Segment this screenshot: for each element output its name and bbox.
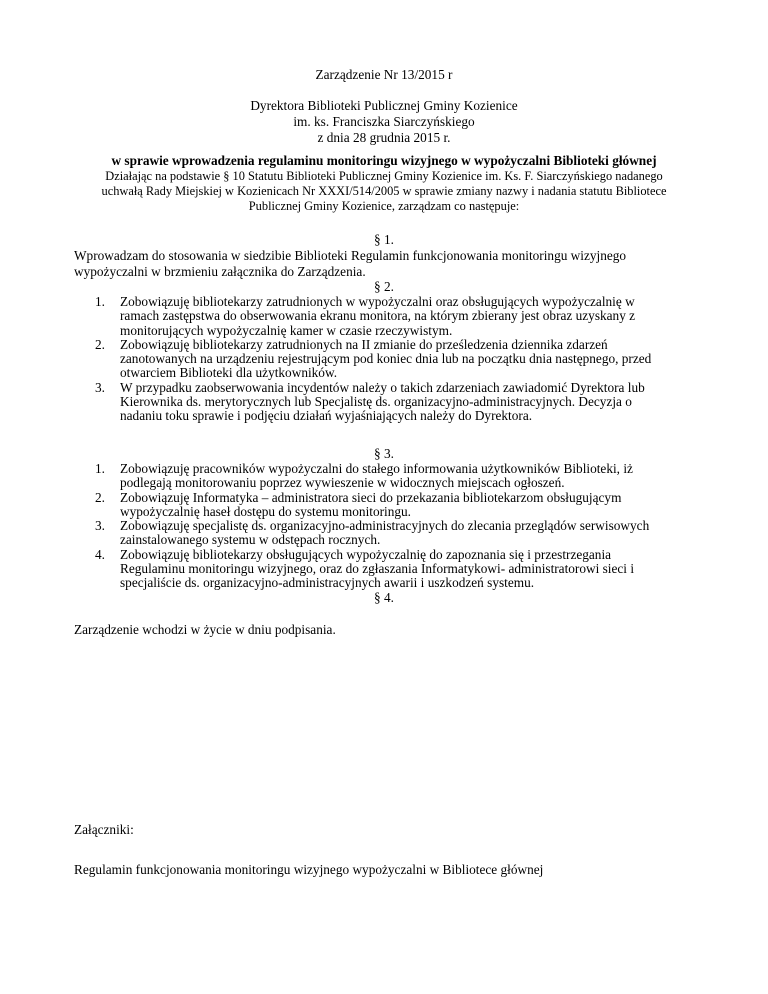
section-1-line-1: Wprowadzam do stosowania w siedzibie Biblioteki Regulamin funkcjonowania monitoringu wizyjnego (74, 248, 627, 263)
item-line: zainstalowanego systemu w odstępach rocznych. (120, 532, 381, 548)
item-line: Zobowiązuję specjalistę ds. organizacyjno-administracyjnych do zlecania przeglądów serwisowych (120, 518, 650, 534)
section-1-text (74, 248, 694, 280)
section-1-mark: § 1. (374, 232, 394, 247)
section-4-text: Zarządzenie wchodzi w życie w dniu podpisania. (74, 622, 336, 637)
attachment-item: Regulamin funkcjonowania monitoringu wizyjnego wypożyczalni w Bibliotece głównej (74, 862, 544, 877)
list-item (74, 548, 694, 591)
item-line: wypożyczalnię haseł dostępu do systemu monitoringu. (120, 503, 411, 519)
item-number: 3. (95, 379, 105, 395)
intro-line-3: Publicznej Gminy Kozienice, zarządzam co następuje: (248, 199, 520, 213)
list-item (74, 295, 694, 338)
item-line: otwarciem Biblioteki dla użytkowników. (120, 365, 338, 381)
section-4-mark: § 4. (374, 590, 394, 605)
document-title: Zarządzenie Nr 13/2015 r (315, 67, 453, 82)
list-item (74, 462, 694, 491)
item-line: Zobowiązuję bibliotekarzy zatrudnionych na II zmianie do prześledzenia dziennika zdarzeń (120, 336, 608, 352)
issuer-heading (0, 98, 768, 146)
list-item (74, 381, 694, 424)
item-line: W przypadku zaobserwowania incydentów należy o takich zdarzeniach zawiadomić Dyrektora lub (120, 379, 645, 395)
intro-line-2: uchwałą Rady Miejskiej w Kozienicach Nr XXXI/514/2005 w sprawie zmiany nazwy i nadania statutu Bibliotece (101, 184, 667, 198)
item-line: Zobowiązuję Informatyka – administratora sieci do przekazania bibliotekarzom obsługującym (120, 489, 622, 505)
item-number: 3. (95, 518, 105, 534)
item-line: zanotowanych na urządzeniu rejestrującym pod koniec dnia lub na początku dnia następnego, przed (120, 351, 652, 367)
item-number: 1. (95, 461, 105, 476)
item-number: 1. (95, 294, 105, 309)
section-1-line-2: wypożyczalni w brzmieniu załącznika do Zarządzenia. (74, 264, 366, 279)
legal-basis-intro (70, 169, 698, 214)
list-item (74, 519, 694, 548)
item-line: Regulaminu monitoringu wizyjnego, oraz do zgłaszania Informatykowi- administratorowi sieci i (120, 561, 635, 577)
item-number: 4. (95, 546, 105, 562)
section-3-mark: § 3. (374, 446, 394, 461)
item-line: podlegają monitorowaniu poprzez wywieszenie w widocznych miejscach ogłoszeń. (120, 475, 565, 491)
item-line: nadaniu toku sprawie i podjęciu działań wyjaśniających należy do Dyrektora. (120, 408, 533, 424)
issuer-line-1: Dyrektora Biblioteki Publicznej Gminy Kozienice (250, 98, 518, 113)
item-line: Zobowiązuję bibliotekarzy zatrudnionych w wypożyczalni oraz obsługujących wypożyczalnię w (120, 294, 635, 309)
item-line: monitorujących wypożyczalnię kamer w czasie rzeczywistym. (120, 322, 453, 338)
issuer-line-2: im. ks. Franciszka Siarczyńskiego (293, 114, 475, 129)
item-line: Zobowiązuję bibliotekarzy obsługujących wypożyczalnię do zapoznania się i przestrzegania (120, 546, 612, 562)
attachments-label: Załączniki: (74, 822, 134, 837)
item-number: 2. (95, 489, 105, 505)
issue-date: z dnia 28 grudnia 2015 r. (317, 130, 451, 145)
intro-line-1: Działając na podstawie § 10 Statutu Biblioteki Publicznej Gminy Kozienice im. Ks. F. Siarczyńskiego nadanego (105, 169, 663, 183)
list-item (74, 491, 694, 520)
section-3-list (74, 462, 694, 591)
section-2-mark: § 2. (374, 279, 394, 294)
item-line: specjaliście ds. organizacyjno-administracyjnych awarii i uszkodzeń systemu. (120, 575, 535, 591)
section-2-list (74, 295, 694, 424)
list-item (74, 338, 694, 381)
item-line: ramach zastępstwa do obserwowania ekranu monitora, na którym zbierany jest obraz uzyskany z (120, 308, 636, 324)
item-number: 2. (95, 336, 105, 352)
item-line: Zobowiązuję pracowników wypożyczalni do stałego informowania użytkowników Biblioteki, iż (120, 461, 633, 476)
document-subject: w sprawie wprowadzenia regulaminu monitoringu wizyjnego w wypożyczalni Biblioteki głównej (111, 153, 657, 168)
item-line: Kierownika ds. merytorycznych lub Specjalistę ds. organizacyjno-administracyjnych. Decyzja o (120, 394, 632, 410)
